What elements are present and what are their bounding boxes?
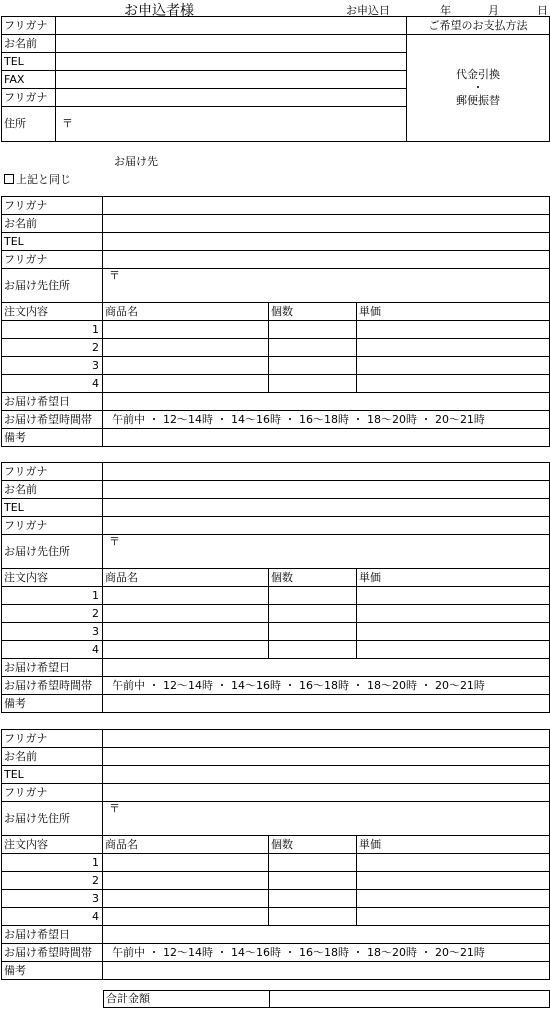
price-field[interactable] <box>357 375 550 393</box>
notes-field[interactable] <box>103 429 550 447</box>
price-field[interactable] <box>357 623 550 641</box>
payment-option-postal[interactable]: 郵便振替 <box>456 94 500 107</box>
delivery-heading: お届け先 <box>114 155 158 168</box>
tel-label: TEL <box>2 766 103 784</box>
notes-field[interactable] <box>103 962 550 980</box>
quantity-column-header: 個数 <box>269 303 357 321</box>
notes-label: 備考 <box>2 962 103 980</box>
price-field[interactable] <box>357 890 550 908</box>
address-label: 住所 <box>2 107 56 142</box>
furigana-field[interactable] <box>56 89 407 107</box>
name-label: お名前 <box>2 748 103 766</box>
product-field[interactable] <box>103 890 269 908</box>
quantity-column-header: 個数 <box>269 569 357 587</box>
address-field[interactable] <box>56 107 407 142</box>
quantity-field[interactable] <box>269 587 357 605</box>
price-column-header: 単価 <box>357 836 550 854</box>
furigana-label: フリガナ <box>2 251 103 269</box>
total-field[interactable] <box>270 991 550 1008</box>
product-field[interactable] <box>103 623 269 641</box>
line-number: 2 <box>2 339 103 357</box>
furigana-field[interactable] <box>103 517 550 535</box>
delivery-date-label: お届け希望日 <box>2 659 103 677</box>
line-number: 1 <box>2 321 103 339</box>
quantity-field[interactable] <box>269 605 357 623</box>
delivery-block <box>1 196 550 447</box>
delivery-block <box>1 462 550 713</box>
fax-label: FAX <box>2 71 56 89</box>
fax-field[interactable] <box>56 71 407 89</box>
line-number: 3 <box>2 357 103 375</box>
tel-label: TEL <box>2 53 56 71</box>
delivery-date-label: お届け希望日 <box>2 926 103 944</box>
product-field[interactable] <box>103 321 269 339</box>
line-number: 4 <box>2 375 103 393</box>
payment-option-cod[interactable]: 代金引換 <box>456 68 500 81</box>
furigana-field[interactable] <box>103 197 550 215</box>
delivery-table <box>1 729 550 980</box>
price-field[interactable] <box>357 641 550 659</box>
table-row <box>2 908 550 926</box>
day-label: 日 <box>537 4 548 17</box>
page-title: お申込者様 <box>124 3 194 19</box>
delivery-address-field[interactable] <box>103 802 550 836</box>
delivery-table <box>1 462 550 713</box>
quantity-field[interactable] <box>269 357 357 375</box>
product-field[interactable] <box>103 854 269 872</box>
delivery-time-options[interactable]: 午前中 ・ 12～14時 ・ 14～16時 ・ 16～18時 ・ 18～20時 ・ 20～21時 <box>103 944 550 962</box>
notes-label: 備考 <box>2 695 103 713</box>
furigana-field[interactable] <box>103 784 550 802</box>
postal-mark: 〒 <box>109 802 120 815</box>
quantity-field[interactable] <box>269 854 357 872</box>
price-column-header: 単価 <box>357 303 550 321</box>
line-number: 1 <box>2 587 103 605</box>
price-field[interactable] <box>357 908 550 926</box>
line-number: 2 <box>2 605 103 623</box>
line-number: 3 <box>2 623 103 641</box>
name-label: お名前 <box>2 215 103 233</box>
applicant-table <box>1 16 550 142</box>
furigana-field[interactable] <box>103 730 550 748</box>
quantity-field[interactable] <box>269 339 357 357</box>
quantity-field[interactable] <box>269 623 357 641</box>
delivery-address-field[interactable] <box>103 269 550 303</box>
product-field[interactable] <box>103 339 269 357</box>
delivery-table <box>1 196 550 447</box>
quantity-field[interactable] <box>269 872 357 890</box>
quantity-field[interactable] <box>269 908 357 926</box>
quantity-field[interactable] <box>269 375 357 393</box>
product-field[interactable] <box>103 375 269 393</box>
delivery-block <box>1 729 550 980</box>
product-field[interactable] <box>103 908 269 926</box>
tel-label: TEL <box>2 233 103 251</box>
table-row <box>2 623 550 641</box>
product-field[interactable] <box>103 641 269 659</box>
price-field[interactable] <box>357 605 550 623</box>
delivery-date-field[interactable] <box>103 926 550 944</box>
delivery-address-label: お届け先住所 <box>2 802 103 836</box>
tel-field[interactable] <box>103 766 550 784</box>
delivery-date-field[interactable] <box>103 393 550 411</box>
total-label: 合計金額 <box>104 991 270 1008</box>
price-field[interactable] <box>357 339 550 357</box>
table-row <box>2 375 550 393</box>
tel-field[interactable] <box>56 53 407 71</box>
line-number: 4 <box>2 908 103 926</box>
name-field[interactable] <box>103 481 550 499</box>
furigana-label: フリガナ <box>2 517 103 535</box>
application-date-label: お申込日 <box>346 4 390 17</box>
furigana-field[interactable] <box>103 251 550 269</box>
table-row <box>2 587 550 605</box>
name-label: お名前 <box>2 481 103 499</box>
product-field[interactable] <box>103 357 269 375</box>
quantity-column-header: 個数 <box>269 836 357 854</box>
quantity-field[interactable] <box>269 641 357 659</box>
delivery-time-options[interactable]: 午前中 ・ 12～14時 ・ 14～16時 ・ 16～18時 ・ 18～20時 ・ 20～21時 <box>103 677 550 695</box>
quantity-field[interactable] <box>269 890 357 908</box>
table-row <box>2 357 550 375</box>
product-column-header: 商品名 <box>103 303 269 321</box>
name-field[interactable] <box>103 748 550 766</box>
table-row <box>2 890 550 908</box>
delivery-time-label: お届け希望時間帯 <box>2 944 103 962</box>
delivery-date-field[interactable] <box>103 659 550 677</box>
notes-label: 備考 <box>2 429 103 447</box>
table-row <box>2 641 550 659</box>
name-field[interactable] <box>56 35 407 53</box>
quantity-field[interactable] <box>269 321 357 339</box>
product-field[interactable] <box>103 587 269 605</box>
price-field[interactable] <box>357 321 550 339</box>
name-field[interactable] <box>103 215 550 233</box>
furigana-label: フリガナ <box>2 17 56 35</box>
price-column-header: 単価 <box>357 569 550 587</box>
line-number: 1 <box>2 854 103 872</box>
tel-label: TEL <box>2 499 103 517</box>
furigana-label: フリガナ <box>2 197 103 215</box>
delivery-time-label: お届け希望時間帯 <box>2 677 103 695</box>
table-row <box>2 854 550 872</box>
tel-field[interactable] <box>103 499 550 517</box>
furigana-field[interactable] <box>103 463 550 481</box>
total-table <box>103 990 550 1008</box>
table-row <box>2 872 550 890</box>
delivery-address-field[interactable] <box>103 535 550 569</box>
delivery-time-options[interactable]: 午前中 ・ 12～14時 ・ 14～16時 ・ 16～18時 ・ 18～20時 ・ 20～21時 <box>103 411 550 429</box>
price-field[interactable] <box>357 357 550 375</box>
furigana-label: フリガナ <box>2 89 56 107</box>
line-number: 3 <box>2 890 103 908</box>
notes-field[interactable] <box>103 695 550 713</box>
table-row <box>2 339 550 357</box>
payment-options <box>407 35 550 142</box>
furigana-label: フリガナ <box>2 730 103 748</box>
furigana-label: フリガナ <box>2 463 103 481</box>
tel-field[interactable] <box>103 233 550 251</box>
table-row <box>2 605 550 623</box>
delivery-address-label: お届け先住所 <box>2 269 103 303</box>
furigana-field[interactable] <box>56 17 407 35</box>
product-field[interactable] <box>103 872 269 890</box>
delivery-date-label: お届け希望日 <box>2 393 103 411</box>
same-as-above-option[interactable] <box>4 171 71 187</box>
checkbox-icon[interactable] <box>4 174 14 184</box>
product-column-header: 商品名 <box>103 569 269 587</box>
postal-mark: 〒 <box>109 269 120 282</box>
payment-title: ご希望のお支払方法 <box>407 17 550 35</box>
postal-mark: 〒 <box>62 117 73 130</box>
order-label: 注文内容 <box>2 836 103 854</box>
postal-mark: 〒 <box>109 535 120 548</box>
order-label: 注文内容 <box>2 303 103 321</box>
table-row <box>2 321 550 339</box>
same-as-above-label: 上記と同じ <box>16 173 71 186</box>
payment-separator: ・ <box>472 81 484 94</box>
line-number: 4 <box>2 641 103 659</box>
year-label: 年 <box>440 4 451 17</box>
delivery-address-label: お届け先住所 <box>2 535 103 569</box>
price-field[interactable] <box>357 872 550 890</box>
name-label: お名前 <box>2 35 56 53</box>
price-field[interactable] <box>357 587 550 605</box>
product-field[interactable] <box>103 605 269 623</box>
order-label: 注文内容 <box>2 569 103 587</box>
price-field[interactable] <box>357 854 550 872</box>
product-column-header: 商品名 <box>103 836 269 854</box>
delivery-time-label: お届け希望時間帯 <box>2 411 103 429</box>
month-label: 月 <box>488 4 499 17</box>
furigana-label: フリガナ <box>2 784 103 802</box>
line-number: 2 <box>2 872 103 890</box>
